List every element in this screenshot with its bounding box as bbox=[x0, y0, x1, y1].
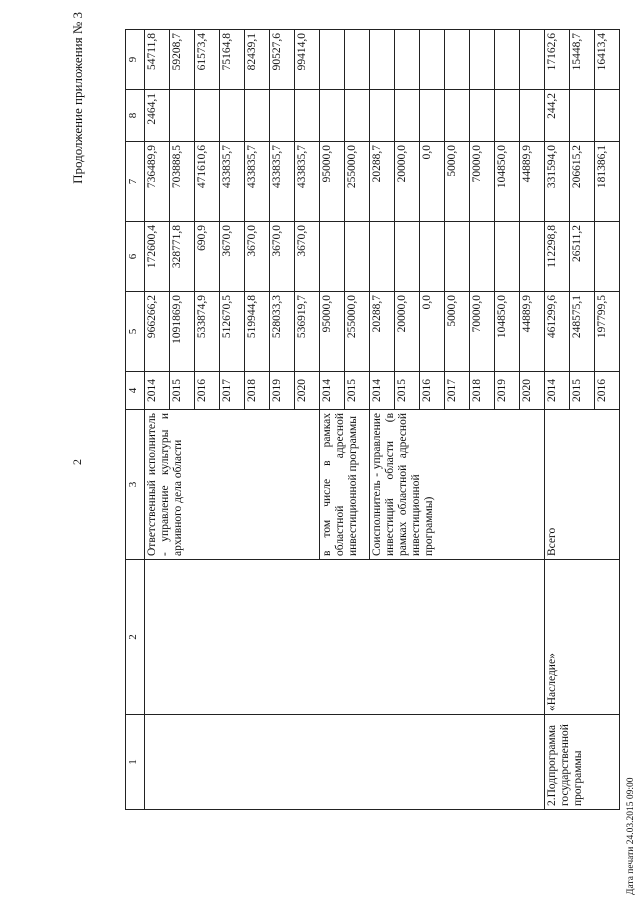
page-number: 2 bbox=[70, 459, 84, 465]
value-cell: 17162,6 bbox=[545, 30, 570, 90]
value-cell: 20288,7 bbox=[370, 292, 395, 372]
value-cell: 90527,6 bbox=[270, 30, 295, 90]
value-cell: 70000,0 bbox=[470, 292, 495, 372]
value-cell: 248575,1 bbox=[570, 292, 595, 372]
value-cell: 99414,0 bbox=[295, 30, 320, 90]
column-header: 8 bbox=[126, 90, 145, 142]
year-cell: 2015 bbox=[170, 372, 195, 410]
year-cell: 2015 bbox=[570, 372, 595, 410]
column-header: 3 bbox=[126, 410, 145, 560]
value-cell: 3670,0 bbox=[245, 222, 270, 292]
value-cell: 20000,0 bbox=[395, 142, 420, 222]
value-cell: 3670,0 bbox=[295, 222, 320, 292]
value-cell: 0,0 bbox=[420, 142, 445, 222]
value-cell: 5000,0 bbox=[445, 292, 470, 372]
value-cell: 95000,0 bbox=[320, 292, 345, 372]
value-cell bbox=[345, 90, 370, 142]
year-cell: 2017 bbox=[445, 372, 470, 410]
value-cell bbox=[370, 222, 395, 292]
value-cell: 966266,2 bbox=[145, 292, 170, 372]
value-cell bbox=[470, 30, 495, 90]
table-row bbox=[145, 30, 170, 810]
value-cell: 5000,0 bbox=[445, 142, 470, 222]
value-cell bbox=[395, 222, 420, 292]
table-row bbox=[545, 30, 570, 810]
appendix-subtitle: Продолжение приложения № 3 bbox=[70, 12, 85, 184]
value-cell bbox=[345, 222, 370, 292]
year-cell: 2020 bbox=[295, 372, 320, 410]
value-cell: 331594,0 bbox=[545, 142, 570, 222]
value-cell: 3670,0 bbox=[220, 222, 245, 292]
value-cell: 690,9 bbox=[195, 222, 220, 292]
executor-cell: Ответственный исполнитель - управление культуры и архивного дела области bbox=[145, 410, 320, 560]
column-header: 9 bbox=[126, 30, 145, 90]
program-cell: 2.Подпрограмма государственной программы bbox=[545, 715, 620, 810]
value-cell: 206615,2 bbox=[570, 142, 595, 222]
value-cell bbox=[520, 222, 545, 292]
print-date: Дата печати 24.03.2015 09:00 bbox=[626, 777, 636, 895]
value-cell bbox=[295, 90, 320, 142]
value-cell: 528033,3 bbox=[270, 292, 295, 372]
value-cell bbox=[420, 30, 445, 90]
value-cell: 736489,9 bbox=[145, 142, 170, 222]
value-cell: 3670,0 bbox=[270, 222, 295, 292]
value-cell: 112298,8 bbox=[545, 222, 570, 292]
value-cell bbox=[495, 222, 520, 292]
value-cell bbox=[570, 90, 595, 142]
column-header: 7 bbox=[126, 142, 145, 222]
value-cell bbox=[470, 90, 495, 142]
value-cell bbox=[320, 30, 345, 90]
value-cell: 536919,7 bbox=[295, 292, 320, 372]
value-cell bbox=[520, 90, 545, 142]
value-cell: 172600,4 bbox=[145, 222, 170, 292]
value-cell bbox=[495, 30, 520, 90]
value-cell bbox=[220, 90, 245, 142]
year-cell: 2014 bbox=[370, 372, 395, 410]
column-header: 2 bbox=[126, 560, 145, 715]
year-cell: 2017 bbox=[220, 372, 245, 410]
year-cell: 2015 bbox=[395, 372, 420, 410]
value-cell: 703888,5 bbox=[170, 142, 195, 222]
value-cell bbox=[195, 90, 220, 142]
year-cell: 2019 bbox=[495, 372, 520, 410]
header-row bbox=[126, 30, 145, 810]
budget-table bbox=[125, 29, 620, 810]
value-cell: 255000,0 bbox=[345, 292, 370, 372]
value-cell bbox=[320, 90, 345, 142]
value-cell bbox=[495, 90, 520, 142]
value-cell bbox=[345, 30, 370, 90]
value-cell bbox=[520, 30, 545, 90]
value-cell: 433835,7 bbox=[295, 142, 320, 222]
value-cell: 82439,1 bbox=[245, 30, 270, 90]
table-body bbox=[126, 30, 620, 810]
value-cell: 70000,0 bbox=[470, 142, 495, 222]
year-cell: 2016 bbox=[420, 372, 445, 410]
value-cell: 244,2 bbox=[545, 90, 570, 142]
column-header: 5 bbox=[126, 292, 145, 372]
value-cell: 197799,5 bbox=[595, 292, 620, 372]
value-cell bbox=[445, 90, 470, 142]
value-cell bbox=[420, 222, 445, 292]
value-cell bbox=[395, 30, 420, 90]
value-cell: 26511,2 bbox=[570, 222, 595, 292]
year-cell: 2020 bbox=[520, 372, 545, 410]
year-cell: 2015 bbox=[345, 372, 370, 410]
value-cell bbox=[420, 90, 445, 142]
year-cell: 2016 bbox=[595, 372, 620, 410]
value-cell: 20000,0 bbox=[395, 292, 420, 372]
value-cell: 0,0 bbox=[420, 292, 445, 372]
value-cell: 512670,5 bbox=[220, 292, 245, 372]
value-cell: 54711,8 bbox=[145, 30, 170, 90]
program-cell-empty bbox=[145, 715, 545, 810]
value-cell bbox=[320, 222, 345, 292]
value-cell: 255000,0 bbox=[345, 142, 370, 222]
column-header: 4 bbox=[126, 372, 145, 410]
value-cell: 75164,8 bbox=[220, 30, 245, 90]
executor-cell: в том числе в рамках областной адресной инвестиционной программы bbox=[320, 410, 370, 560]
value-cell: 433835,7 bbox=[245, 142, 270, 222]
value-cell bbox=[370, 90, 395, 142]
value-cell: 104850,0 bbox=[495, 292, 520, 372]
value-cell: 519944,8 bbox=[245, 292, 270, 372]
value-cell: 104850,0 bbox=[495, 142, 520, 222]
column-header: 6 bbox=[126, 222, 145, 292]
value-cell bbox=[245, 90, 270, 142]
name-cell-empty bbox=[145, 560, 545, 715]
value-cell: 16413,4 bbox=[595, 30, 620, 90]
value-cell bbox=[170, 90, 195, 142]
value-cell: 61573,4 bbox=[195, 30, 220, 90]
value-cell: 433835,7 bbox=[270, 142, 295, 222]
year-cell: 2014 bbox=[320, 372, 345, 410]
value-cell: 2464,1 bbox=[145, 90, 170, 142]
value-cell bbox=[270, 90, 295, 142]
value-cell: 471610,6 bbox=[195, 142, 220, 222]
value-cell: 44889,9 bbox=[520, 292, 545, 372]
value-cell: 20288,7 bbox=[370, 142, 395, 222]
value-cell: 1091869,0 bbox=[170, 292, 195, 372]
value-cell: 44889,9 bbox=[520, 142, 545, 222]
year-cell: 2014 bbox=[545, 372, 570, 410]
value-cell: 533874,9 bbox=[195, 292, 220, 372]
value-cell bbox=[395, 90, 420, 142]
value-cell bbox=[445, 222, 470, 292]
column-header: 1 bbox=[126, 715, 145, 810]
value-cell: 433835,7 bbox=[220, 142, 245, 222]
value-cell bbox=[595, 222, 620, 292]
year-cell: 2016 bbox=[195, 372, 220, 410]
value-cell bbox=[370, 30, 395, 90]
value-cell: 461299,6 bbox=[545, 292, 570, 372]
year-cell: 2014 bbox=[145, 372, 170, 410]
value-cell: 328771,8 bbox=[170, 222, 195, 292]
value-cell bbox=[445, 30, 470, 90]
subprogram-name-cell: «Наследие» bbox=[545, 560, 620, 715]
year-cell: 2019 bbox=[270, 372, 295, 410]
value-cell: 95000,0 bbox=[320, 142, 345, 222]
year-cell: 2018 bbox=[245, 372, 270, 410]
value-cell bbox=[470, 222, 495, 292]
value-cell: 59208,7 bbox=[170, 30, 195, 90]
executor-cell: Соисполнитель - управление инвестиций области (в рамках областной адресной инвестиционной программы) bbox=[370, 410, 545, 560]
value-cell: 181386,1 bbox=[595, 142, 620, 222]
executor-cell: Всего bbox=[545, 410, 620, 560]
year-cell: 2018 bbox=[470, 372, 495, 410]
value-cell bbox=[595, 90, 620, 142]
value-cell: 15448,7 bbox=[570, 30, 595, 90]
